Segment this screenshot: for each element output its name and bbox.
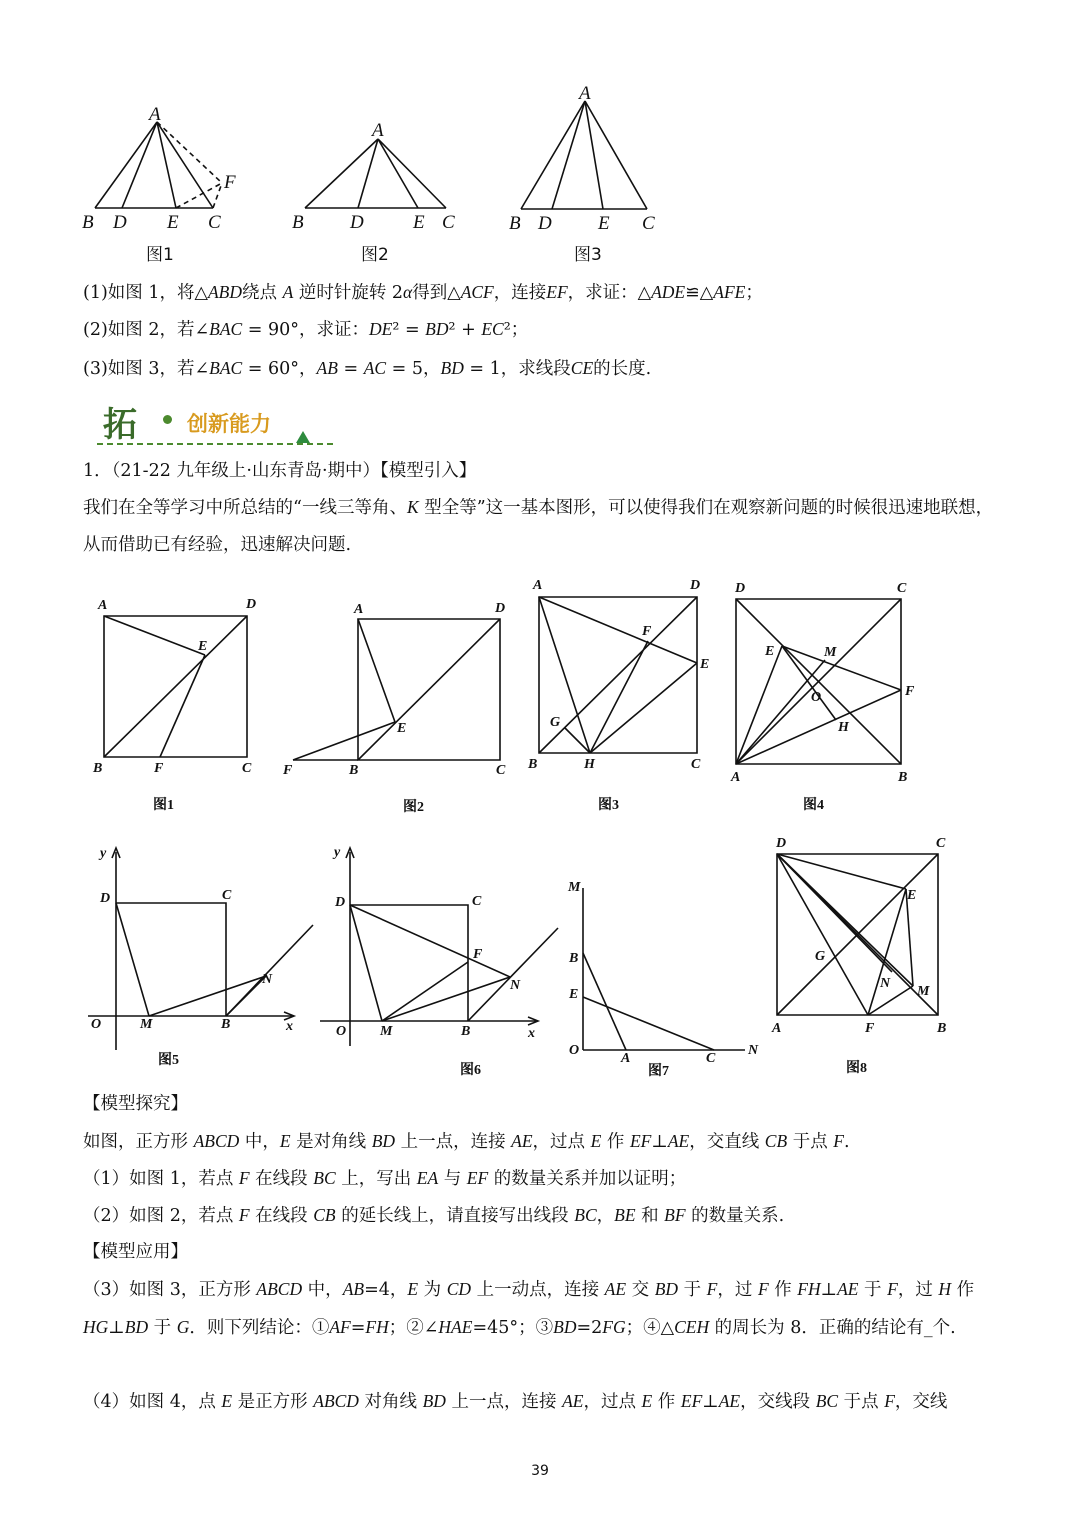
fig1-label-E: E [167,212,179,233]
g7-label-B: B [569,951,579,966]
g4-label-B: B [898,770,908,785]
g3-label-A: A [533,578,543,593]
g2-label-F: F [283,763,293,778]
fig1-caption: 图1 [146,245,174,265]
explore-heading: 【模型探究】 [83,1094,188,1114]
apply-question-4: （4）如图 4，点 E 是正方形 ABCD 对角线 BD 上一点，连接 AE，过点 E 作 EF⊥AE，交线段 BC 于点 F，交线 [83,1391,948,1412]
fig2-label-A: A [372,120,384,141]
g8-label-D: D [776,836,787,851]
badge-subtitle: 创新能力 [187,412,271,436]
g2-label-C: C [496,763,506,778]
g1-label-D: D [246,597,257,612]
fig3-label-C: C [642,213,655,234]
fig2-label-B: B [292,212,304,233]
g1-label-E: E [198,639,208,654]
g3-label-C: C [691,757,701,772]
g8-label-M: M [917,984,930,999]
problem-2: (2)如图 2，若∠BAC = 90°，求证：DE² = BD² + EC²； [83,319,529,340]
g1-label-C: C [242,761,252,776]
g8-caption: 图8 [846,1061,867,1076]
g7-label-M: M [568,880,581,895]
fig1-label-F: F [224,172,236,193]
fig3-label-D: D [538,213,552,234]
explore-paragraph: 如图，正方形 ABCD 中，E 是对角线 BD 上一点，连接 AE，过点 E 作 EF⊥AE，交直线 CB 于点 F. [83,1131,850,1152]
explore-question-1: （1）如图 1，若点 F 在线段 BC 上，写出 EA 与 EF 的数量关系并加以证明； [83,1168,687,1189]
fig1-label-D: D [113,212,127,233]
g3-label-G: G [550,715,561,730]
g6-label-C: C [472,894,482,909]
g8-label-G: G [815,949,826,964]
g4-label-C: C [897,581,907,596]
g5-label-x: x [286,1019,293,1034]
g4-label-D: D [735,581,746,596]
g7-label-C: C [706,1051,716,1066]
g4-label-H: H [838,720,849,735]
g7-label-N: N [748,1043,759,1058]
fig3-caption: 图3 [574,245,602,265]
g3-label-H: H [584,757,595,772]
page-number: 39 [531,1463,549,1479]
g7-label-E: E [569,987,579,1002]
g1-caption: 图1 [153,798,174,813]
model-figure-7 [567,880,759,1079]
g6-label-x: x [528,1026,535,1041]
model-figure-8 [771,836,946,1076]
g3-label-F: F [642,624,652,639]
g1-label-B: B [93,761,103,776]
g6-caption: 图6 [460,1063,481,1078]
g2-label-D: D [495,601,506,616]
g2-label-E: E [397,721,407,736]
g2-caption: 图2 [403,800,424,815]
g3-label-D: D [690,578,701,593]
g6-label-O: O [336,1024,347,1039]
question-number: 1． [83,461,112,481]
g4-caption: 图4 [803,798,824,813]
g4-label-M: M [824,645,837,660]
g4-label-A: A [731,770,741,785]
g3-label-E: E [700,657,710,672]
g4-label-O: O [811,690,822,705]
fig2-caption: 图2 [361,245,389,265]
g6-label-M: M [380,1024,393,1039]
g5-label-O: O [91,1017,102,1032]
fig3-label-A: A [579,83,591,104]
g8-label-F: F [865,1021,875,1036]
g4-label-E: E [765,644,775,659]
g8-label-A: A [772,1021,782,1036]
fig1-label-A: A [149,104,161,125]
g7-label-O: O [569,1043,580,1058]
fig2-label-D: D [350,212,364,233]
g8-label-C: C [936,836,946,851]
fig3-label-E: E [598,213,610,234]
problem-3: (3)如图 3，若∠BAC = 60°，AB = AC = 5，BD = 1，求线段CE的长度. [83,358,652,379]
g2-label-B: B [349,763,359,778]
g5-caption: 图5 [158,1053,179,1068]
g5-label-y: y [100,846,107,861]
g7-label-A: A [621,1051,631,1066]
fig1-label-B: B [82,212,94,233]
g1-label-A: A [98,598,108,613]
g5-label-C: C [222,888,232,903]
model-figure-5 [88,846,313,1068]
fig3-label-B: B [509,213,521,234]
g3-caption: 图3 [598,798,619,813]
g5-label-B: B [221,1017,231,1032]
question-intro: 我们在全等学习中所总结的“一线三等角、K 型全等”这一基本图形，可以使得我们在观察新问题的时候很迅速地联想，从而借助已有经验，迅速解决问题. [83,497,994,555]
g6-label-y: y [334,845,341,860]
g8-label-B: B [937,1021,947,1036]
g8-label-E: E [907,888,917,903]
model-figure-6 [320,845,558,1078]
apply-heading: 【模型应用】 [83,1242,188,1262]
g6-label-D: D [335,895,346,910]
fig2-label-E: E [413,212,425,233]
explore-question-2: （2）如图 2，若点 F 在线段 CB 的延长线上，请直接写出线段 BC，BE 和 BF 的数量关系. [83,1205,785,1226]
g6-label-N: N [510,978,521,993]
g4-label-F: F [905,684,915,699]
g5-label-M: M [140,1017,153,1032]
g8-label-N: N [880,976,891,991]
g2-label-A: A [354,602,364,617]
apply-question-3: （3）如图 3，正方形 ABCD 中，AB=4，E 为 CD 上一动点，连接 AE 交 BD 于 F，过 F 作 FH⊥AE 于 F，过 H 作 HG⊥BD 于 G．则下列结论：①AF=FH；②∠HAE=45°；③BD=2FG；④△CEH 的周长为 8．正确的结论有_个. [83,1279,975,1338]
g1-label-F: F [154,761,164,776]
fig1-label-C: C [208,212,221,233]
badge-main-char: 拓 [103,405,137,445]
problem-1: (1)如图 1，将△ABD绕点 A 逆时针旋转 2α得到△ACF，连接EF，求证：△ADE≌△AFE； [83,282,763,303]
g5-label-D: D [100,891,111,906]
g5-label-N: N [262,972,273,987]
question-source: （21-22 九年级上·山东青岛·期中）【模型引入】 [111,461,477,481]
g6-label-F: F [473,947,483,962]
g7-caption: 图7 [648,1064,669,1079]
g3-label-B: B [528,757,538,772]
g6-label-B: B [461,1024,471,1039]
fig2-label-C: C [442,212,455,233]
